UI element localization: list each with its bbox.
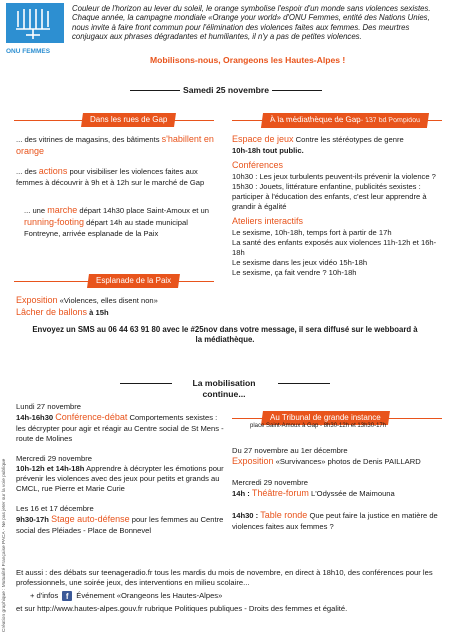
mediatheque-item: Le sexisme dans les jeux vidéo 15h-18h [232,257,368,267]
un-women-logo [6,3,64,55]
mediatheque-item: 10h-18h tout public. [232,145,304,155]
continue-left-list [16,402,226,536]
sms-notice: Envoyez un SMS au 06 44 63 91 80 avec le #25nov dans votre message, il sera diffusé sur le webboard à la médiathèque. [32,325,418,345]
logo-label: ONU FEMMES [6,48,51,55]
tribunal-address: place Saint-Amoux à Gap - 8h30-12h et 13h30-17h [250,423,387,429]
footer-website: et sur http://www.hautes-alpes.gouv.fr rubrique Politiques publiques - Droits des femmes et égalité. [16,604,348,613]
event-item: Mercredi 29 novembre 10h-12h et 14h-18h Apprendre à décrypter les émotions pour prévenir les violences avec des jeux pour petits et grands au CMCL, rue Pierre et Marie Curie [16,453,224,493]
header-rule-left [130,90,180,91]
ribbon-tribunal: Au Tribunal de grande instance [261,411,390,425]
esplanade-list [16,295,221,319]
facebook-icon: f [62,591,72,601]
mediatheque-item: 15h30 : Jouets, littérature enfantine, publicités sexistes : participer à l'éducation des enfants, c'est leur apprendre à grandir à égalité [232,181,427,211]
ribbon-esplanade: Esplanade de la Paix [87,274,180,288]
event-item: 14h30 : Table ronde Que peut faire la justice en matière de violences faites aux femmes ? [232,509,438,531]
footer-info-line [30,591,430,601]
mediatheque-item: Le sexisme, ça fait vendre ? 10h-18h [232,267,357,277]
saturday-title: Samedi 25 novembre [183,85,269,95]
mediatheque-heading: Ateliers interactifs [232,215,304,226]
mediatheque-list [232,134,444,278]
header-rule-left [120,383,172,384]
esplanade-item: Lâcher de ballons à 15h [16,306,109,317]
continue-title: La mobilisation continue... [192,378,256,399]
mediatheque-item: La santé des enfants exposés aux violences 11h-12h et 16h-18h [232,237,437,257]
mediatheque-heading: Conférences [232,159,284,170]
event-item: Les 16 et 17 décembre 9h30-17h Stage auto-défense pour les femmes au Centre social des Pléiades - Place de Bonnevel [16,503,224,535]
ribbon-mediatheque: À la médiathèque de Gap- 137 bd Pompidou [261,113,429,128]
intro-slogan: Mobilisons-nous, Orangeons les Hautes-Alpes ! [150,55,346,65]
intro-text: Couleur de l'horizon au lever du soleil, le orange symbolise l'espoir d'un monde sans violences sexistes. Chaque année, la campagne mondiale «Orange your world» d'ONU Femmes, entité des Nations Unies, nous invite à faire front commun pour l'élimination des violences faites aux femmes. Des meurtres conjugaux aux phrases dégradantes et humiliantes, il n'y a pas de petites violences. [72,4,431,42]
streets-item-2: ... des actions pour visibiliser les violences faites aux femmes à découvrir à 9h et à 12h sur le marché de Gap [16,166,205,187]
ribbon-streets: Dans les rues de Gap [81,113,176,127]
streets-item-1: ... des vitrines de magasins, des bâtiments s'habillent en orange [16,134,214,156]
event-item: Lundi 27 novembre 14h-16h30 Conférence-débat Comportements sexistes : les décrypter pour agir et réagir au Centre social de St Mens - route de Molines [16,402,224,443]
event-item: Du 27 novembre au 1er décembre Exposition «Survivances» photos de Denis PAILLARD [232,446,421,467]
footer-also: Et aussi : des débats sur teenageradio.fr tous les mardis du mois de novembre, en direct à 18h10, des conférences pour les professionnels, une soirée jeux, des interventions en milieu scolaire... [16,568,433,588]
un-women-emblem-icon [6,3,64,43]
header-rule-right [278,383,330,384]
esplanade-item: Exposition «Violences, elles disent non» [16,295,158,305]
event-item: Mercredi 29 novembre 14h : Théâtre-forum L'Odyssée de Maimouna [232,477,395,498]
footer-info-label: + d'infos [30,591,59,600]
streets-item-3: ... une marche départ 14h30 place Saint-Amoux et un running-footing départ 14h au stade municipal Fontreyne, arrivée esplanade de la Paix [24,205,209,238]
facebook-event-link[interactable]: Événement «Orangeons les Hautes-Alpes» [76,591,223,600]
mediatheque-item: 10h30 : Les jeux turbulents peuvent-ils prévenir la violence ? [232,171,436,181]
header-rule-right [272,90,322,91]
mediatheque-item: Le sexisme, 10h-18h, temps fort à partir de 17h [232,227,392,237]
side-credit: Création graphique : Mutualité Française PACA - Ne pas jeter sur la voie publique [2,458,8,632]
mediatheque-item: Espace de jeux Contre les stéréotypes de genre [232,134,404,144]
continue-right-list [232,446,444,532]
